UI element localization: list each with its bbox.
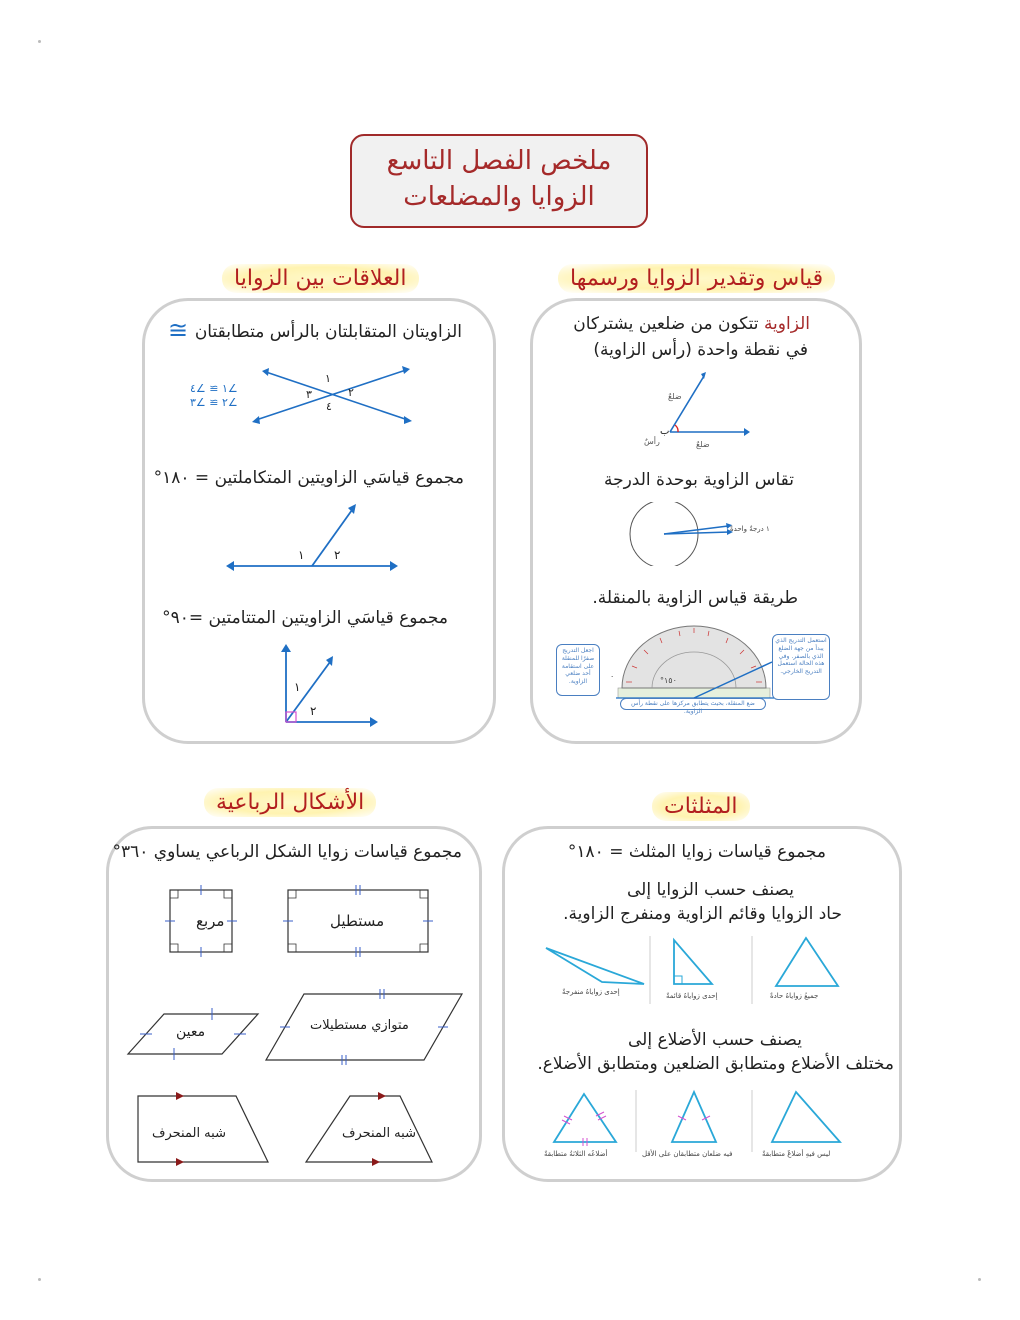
parallel-arrow (372, 1158, 380, 1166)
arrowhead (326, 656, 333, 666)
triangle-sum-text: مجموع قياسات زوايا المثلث = ١٨٠° (567, 842, 826, 862)
equilateral-label: أضلاعُه الثلاثةُ متطابقةٌ (544, 1150, 608, 1158)
classify-by-sides: يصنف حسب الأضلاع إلى (628, 1030, 802, 1050)
corner-dot (978, 1278, 981, 1281)
chapter-subtitle: الزوايا والمضلعات (403, 182, 595, 212)
label-vertex-letter: ب (660, 426, 670, 437)
angle-ray-top (670, 376, 704, 432)
angle-definition-line2: في نقطة واحدة (رأس الزاوية) (593, 340, 808, 360)
quad-sum-text: مجموع قياسات زوايا الشكل الرباعي يساوي ٣٦٠° (112, 842, 462, 862)
acute-label: جميعُ زواياهُ حادةٌ (770, 992, 819, 1000)
arrowhead (701, 372, 706, 379)
angle-num-1: ١ (325, 372, 331, 385)
rectangle-label: مستطيل (330, 912, 385, 930)
scalene-triangle (772, 1092, 840, 1142)
arrowhead (226, 561, 234, 571)
right-label: إحدى زواياهُ قائمةٌ (666, 992, 718, 1000)
equilateral-triangle (554, 1094, 616, 1142)
vertical-angles-text: الزاويتان المتقابلتان بالرأس متطابقتان (194, 322, 462, 342)
arrowhead (402, 366, 410, 374)
vertical-angles-diagram (250, 360, 420, 430)
parallelogram-label: متوازي مستطيلات (310, 1018, 409, 1033)
heading-relations: العلاقات بين الزوايا (222, 264, 419, 293)
comp-angle-1: ١ (294, 680, 301, 694)
line-b (266, 372, 408, 420)
congruence-symbol: ≅ (168, 316, 189, 344)
protractor-text: طريقة قياس الزاوية بالمنقلة. (592, 588, 798, 608)
supplementary-ray (312, 510, 352, 566)
chapter-title-box (350, 134, 648, 228)
heading-triangles: المثلثات (652, 792, 750, 821)
heading-measure: قياس وتقدير الزوايا ورسمها (558, 264, 835, 293)
corner-dot (38, 1278, 41, 1281)
parallel-arrow (176, 1158, 184, 1166)
parallel-arrow (176, 1092, 184, 1100)
callout-zero-edge: اجعل التدريج صفرًا للمنقلة على استقامة أحد ضلعي الزاوية. (556, 644, 600, 696)
arrowhead (281, 644, 291, 652)
triangles-by-sides (540, 1086, 860, 1156)
acute-triangle (776, 938, 838, 986)
arrowhead (390, 561, 398, 571)
complementary-diagram (276, 640, 386, 732)
arrowhead (252, 416, 260, 424)
congruence-2: ∠٢ ≅ ∠٣ (190, 396, 238, 409)
trapezoid-label-right: شبه المنحرف (342, 1126, 416, 1141)
degree-label: ١ درجةٌ واحدةٌ (730, 525, 770, 533)
arrowhead (370, 717, 378, 727)
protractor-zero: ٠ (610, 672, 615, 681)
congruence-1: ∠١ ≅ ∠٤ (190, 382, 238, 395)
degree-text: تقاس الزاوية بوحدة الدرجة (603, 470, 794, 490)
scalene-label: ليس فيهِ أضلاعٌ متطابقةٌ (762, 1150, 831, 1158)
label-side-bottom: ضلعٌ (696, 440, 710, 449)
chapter-title: ملخص الفصل التاسع (386, 146, 612, 176)
supp-angle-1: ١ (298, 548, 305, 562)
angle-num-4: ٤ (326, 400, 332, 413)
rhombus-label: معين (176, 1024, 206, 1040)
trapezoid-label-left: شبه المنحرف (152, 1126, 226, 1141)
right-triangle (674, 940, 712, 984)
arrowhead (404, 416, 412, 424)
triangles-by-angles (540, 932, 860, 1012)
obtuse-triangle (546, 948, 644, 984)
corner-dot (38, 40, 41, 43)
supplementary-text: مجموع قياسَي الزاويتين المتكاملتين = ١٨٠° (153, 468, 464, 488)
heading-quadrilaterals: الأشكال الرباعية (204, 788, 376, 817)
callout-outer-scale: استعمل التدريج الذي يبدأ من جهة الضلع الذي بالصفر. وفي هذه الحالة استعمل التدريج الخارجي. (772, 634, 830, 700)
square-label: مربع (196, 912, 225, 930)
parallel-arrow (378, 1092, 386, 1100)
complementary-text: مجموع قياسَي الزاويتين المتتامتين =٩٠° (162, 608, 448, 628)
isosceles-triangle (672, 1092, 716, 1142)
angle-definition (573, 314, 810, 334)
definition-rest: تتكون من ضلعين يشتركان (573, 314, 759, 334)
label-vertex: رأسٌ (644, 437, 660, 446)
degree-diagram (628, 502, 788, 566)
middle-ray (286, 662, 330, 722)
classify-by-sides-list: مختلف الأضلاع ومتطابق الضلعين ومتطابق الأضلاع. (537, 1054, 894, 1074)
arrowhead (262, 368, 269, 376)
classify-by-angles-list: حاد الزوايا وقائم الزاوية ومنفرج الزاوية. (563, 904, 842, 924)
protractor-base (618, 688, 770, 698)
angle-num-3: ٣ (306, 388, 312, 401)
protractor-body (622, 626, 766, 688)
supp-angle-2: ٢ (334, 548, 341, 562)
label-side-top: ضلعٌ (668, 392, 682, 401)
definition-term: الزاوية (763, 314, 810, 334)
obtuse-label: إحدى زواياهُ منفرجةٌ (562, 988, 620, 996)
isosceles-label: فيه ضلعان متطابقان على الأقل (642, 1150, 733, 1158)
callout-center: ضع المنقلة، بحيث يتطابق مركزها على نقطة رأس الزاوية. (620, 698, 766, 710)
comp-angle-2: ٢ (310, 704, 317, 718)
arrowhead (744, 428, 750, 436)
angle-arc (675, 425, 678, 432)
right-angle-mark (674, 976, 682, 984)
supplementary-diagram (224, 500, 400, 580)
protractor-reading: ١٥٠° (660, 676, 677, 685)
classify-by-angles: يصنف حسب الزوايا إلى (627, 880, 794, 900)
angle-num-2: ٢ (348, 386, 354, 399)
